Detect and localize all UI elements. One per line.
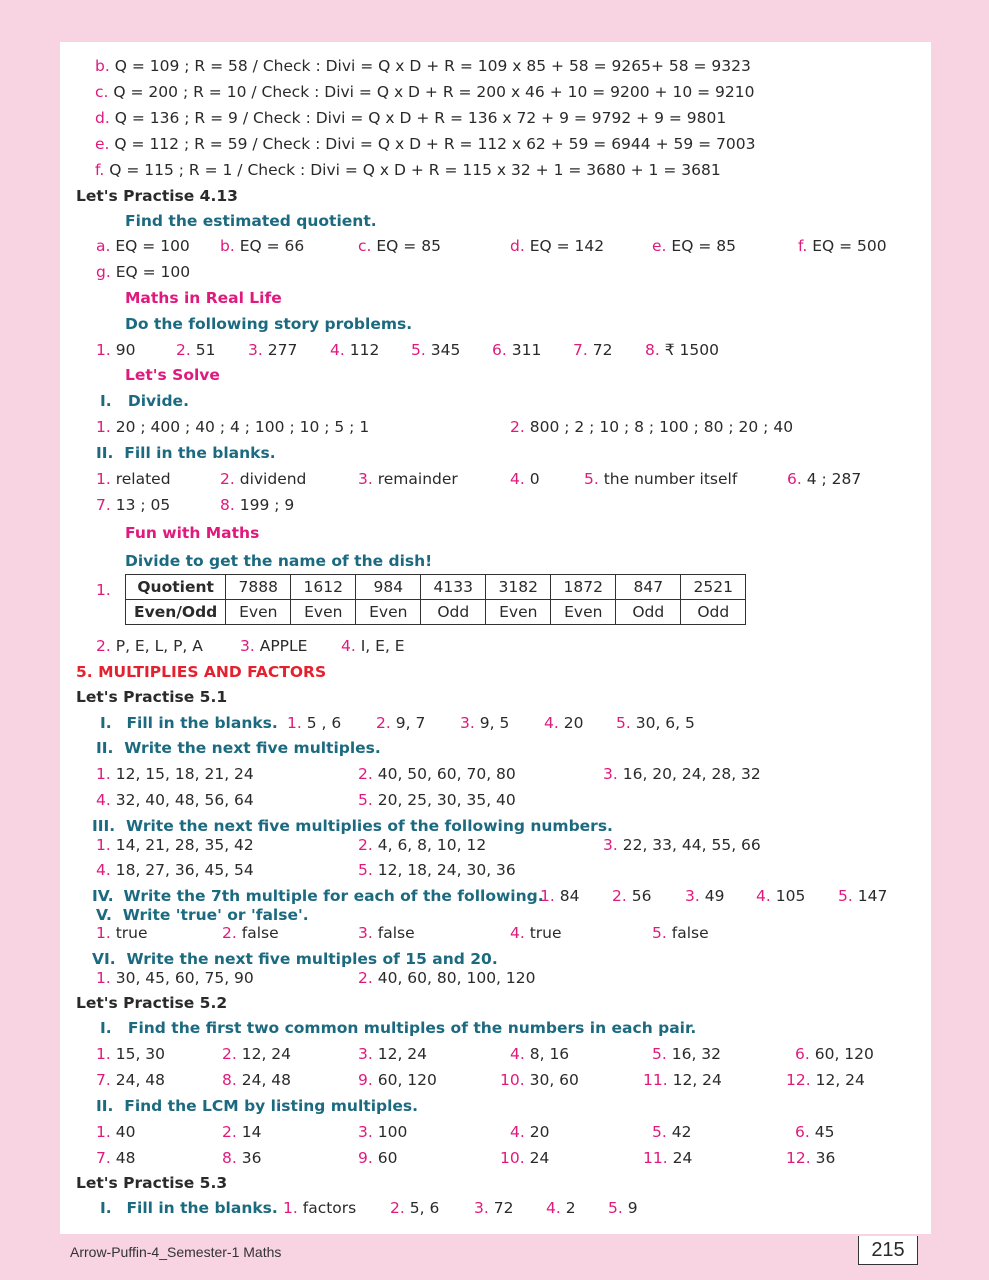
mult-5: 5. 20, 25, 30, 35, 40 — [358, 791, 516, 809]
story-4: 4. 112 — [330, 341, 380, 359]
lcm-8: 8. 36 — [222, 1149, 262, 1167]
answer-b: b. Q = 109 ; R = 58 / Check : Divi = Q x D + R = 109 x 85 + 58 = 9265+ 58 = 9323 — [95, 57, 751, 75]
cm-2: 2. 12, 24 — [222, 1045, 292, 1063]
instruction-story-problems: Do the following story problems. — [125, 315, 413, 333]
cm-4: 4. 8, 16 — [510, 1045, 570, 1063]
tf-5: 5. false — [652, 924, 709, 942]
cm-11: 11. 12, 24 — [643, 1071, 722, 1089]
story-5: 5. 345 — [411, 341, 461, 359]
section-5-3-i: I. Fill in the blanks. — [100, 1199, 278, 1217]
blank-4: 4. 0 — [510, 470, 540, 488]
heading-lets-solve: Let's Solve — [125, 366, 220, 384]
table-cell: Odd — [681, 600, 746, 625]
factor-4: 4. 2 — [546, 1199, 576, 1217]
instruction-estimated-quotient: Find the estimated quotient. — [125, 212, 377, 230]
fun-2: 2. P, E, L, P, A — [96, 637, 203, 655]
table-cell: 2521 — [681, 575, 746, 600]
cm-12: 12. 12, 24 — [786, 1071, 865, 1089]
table-number: 1. — [96, 581, 111, 599]
table-row-head: Even/Odd — [126, 600, 226, 625]
divide-2: 2. 800 ; 2 ; 10 ; 8 ; 100 ; 80 ; 20 ; 40 — [510, 418, 794, 436]
section-5-1-vi: VI. Write the next five multiples of 15 and 20. — [92, 950, 498, 968]
fill-3: 3. 9, 5 — [460, 714, 510, 732]
vi-1: 1. 30, 45, 60, 75, 90 — [96, 969, 254, 987]
section-divide: I. Divide. — [100, 392, 189, 410]
blank-5: 5. the number itself — [584, 470, 738, 488]
factor-5: 5. 9 — [608, 1199, 638, 1217]
story-7: 7. 72 — [573, 341, 613, 359]
table-cell: Odd — [421, 600, 486, 625]
table-row — [126, 575, 746, 600]
mult-iii-1: 1. 14, 21, 28, 35, 42 — [96, 836, 254, 854]
story-2: 2. 51 — [176, 341, 216, 359]
fun-3: 3. APPLE — [240, 637, 308, 655]
lcm-10: 10. 24 — [500, 1149, 550, 1167]
seventh-5: 5. 147 — [838, 887, 888, 905]
table-cell: 984 — [356, 575, 421, 600]
section-5-1-i: I. Fill in the blanks. — [100, 714, 278, 732]
section-5-1-v: V. Write 'true' or 'false'. — [96, 906, 309, 924]
blank-6: 6. 4 ; 287 — [787, 470, 862, 488]
cm-8: 8. 24, 48 — [222, 1071, 292, 1089]
lcm-3: 3. 100 — [358, 1123, 408, 1141]
section-fill-blanks: II. Fill in the blanks. — [96, 444, 276, 462]
cm-5: 5. 16, 32 — [652, 1045, 722, 1063]
section-5-1-iv: IV. Write the 7th multiple for each of the following. — [92, 887, 544, 905]
eq-e: e. EQ = 85 — [652, 237, 736, 255]
heading-lp-5-1: Let's Practise 5.1 — [76, 688, 228, 706]
blank-8: 8. 199 ; 9 — [220, 496, 295, 514]
instruction-dish-name: Divide to get the name of the dish! — [125, 552, 433, 570]
quotient-table — [125, 574, 746, 625]
mult-iii-2: 2. 4, 6, 8, 10, 12 — [358, 836, 487, 854]
table-cell: Even — [226, 600, 291, 625]
table-row-head: Quotient — [126, 575, 226, 600]
heading-lp-5-2: Let's Practise 5.2 — [76, 994, 228, 1012]
heading-lp-5-3: Let's Practise 5.3 — [76, 1174, 228, 1192]
cm-7: 7. 24, 48 — [96, 1071, 166, 1089]
story-6: 6. 311 — [492, 341, 542, 359]
eq-d: d. EQ = 142 — [510, 237, 605, 255]
mult-4: 4. 32, 40, 48, 56, 64 — [96, 791, 254, 809]
seventh-2: 2. 56 — [612, 887, 652, 905]
cm-6: 6. 60, 120 — [795, 1045, 874, 1063]
eq-c: c. EQ = 85 — [358, 237, 441, 255]
factor-2: 2. 5, 6 — [390, 1199, 440, 1217]
table-cell: Even — [551, 600, 616, 625]
section-5-2-i: I. Find the first two common multiples of the numbers in each pair. — [100, 1019, 697, 1037]
story-3: 3. 277 — [248, 341, 298, 359]
tf-3: 3. false — [358, 924, 415, 942]
heading-real-life: Maths in Real Life — [125, 289, 282, 307]
story-8: 8. ₹ 1500 — [645, 341, 719, 359]
eq-b: b. EQ = 66 — [220, 237, 305, 255]
lcm-2: 2. 14 — [222, 1123, 262, 1141]
table-cell: 1872 — [551, 575, 616, 600]
tf-4: 4. true — [510, 924, 562, 942]
cm-1: 1. 15, 30 — [96, 1045, 166, 1063]
mult-3: 3. 16, 20, 24, 28, 32 — [603, 765, 761, 783]
tf-2: 2. false — [222, 924, 279, 942]
lcm-1: 1. 40 — [96, 1123, 136, 1141]
lcm-12: 12. 36 — [786, 1149, 836, 1167]
cm-3: 3. 12, 24 — [358, 1045, 428, 1063]
tf-1: 1. true — [96, 924, 148, 942]
chapter-title: 5. MULTIPLIES AND FACTORS — [76, 663, 327, 681]
cm-10: 10. 30, 60 — [500, 1071, 579, 1089]
fun-4: 4. I, E, E — [341, 637, 405, 655]
table-cell: Odd — [616, 600, 681, 625]
table-cell: 1612 — [291, 575, 356, 600]
blank-3: 3. remainder — [358, 470, 458, 488]
fill-1: 1. 5 , 6 — [287, 714, 342, 732]
section-5-1-ii: II. Write the next five multiples. — [96, 739, 381, 757]
lcm-5: 5. 42 — [652, 1123, 692, 1141]
answer-d: d. Q = 136 ; R = 9 / Check : Divi = Q x D + R = 136 x 72 + 9 = 9792 + 9 = 9801 — [95, 109, 727, 127]
vi-2: 2. 40, 60, 80, 100, 120 — [358, 969, 536, 987]
mult-2: 2. 40, 50, 60, 70, 80 — [358, 765, 516, 783]
table-cell: Even — [356, 600, 421, 625]
eq-f: f. EQ = 500 — [798, 237, 887, 255]
mult-iii-5: 5. 12, 18, 24, 30, 36 — [358, 861, 516, 879]
lcm-6: 6. 45 — [795, 1123, 835, 1141]
mult-1: 1. 12, 15, 18, 21, 24 — [96, 765, 254, 783]
answer-f: f. Q = 115 ; R = 1 / Check : Divi = Q x D + R = 115 x 32 + 1 = 3680 + 1 = 3681 — [95, 161, 721, 179]
footer-book-title: Arrow-Puffin-4_Semester-1 Maths — [70, 1244, 282, 1260]
blank-1: 1. related — [96, 470, 171, 488]
lcm-7: 7. 48 — [96, 1149, 136, 1167]
seventh-4: 4. 105 — [756, 887, 806, 905]
fill-5: 5. 30, 6, 5 — [616, 714, 695, 732]
table-cell: 847 — [616, 575, 681, 600]
mult-iii-3: 3. 22, 33, 44, 55, 66 — [603, 836, 761, 854]
cm-9: 9. 60, 120 — [358, 1071, 437, 1089]
lcm-9: 9. 60 — [358, 1149, 398, 1167]
blank-7: 7. 13 ; 05 — [96, 496, 171, 514]
heading-fun-with-maths: Fun with Maths — [125, 524, 260, 542]
answer-e: e. Q = 112 ; R = 59 / Check : Divi = Q x D + R = 112 x 62 + 59 = 6944 + 59 = 7003 — [95, 135, 756, 153]
fill-2: 2. 9, 7 — [376, 714, 426, 732]
fill-4: 4. 20 — [544, 714, 584, 732]
seventh-1: 1. 84 — [540, 887, 580, 905]
seventh-3: 3. 49 — [685, 887, 725, 905]
eq-g: g. EQ = 100 — [96, 263, 191, 281]
table-cell: 4133 — [421, 575, 486, 600]
factor-1: 1. factors — [283, 1199, 357, 1217]
factor-3: 3. 72 — [474, 1199, 514, 1217]
divide-1: 1. 20 ; 400 ; 40 ; 4 ; 100 ; 10 ; 5 ; 1 — [96, 418, 370, 436]
lcm-11: 11. 24 — [643, 1149, 693, 1167]
table-cell: 3182 — [486, 575, 551, 600]
heading-lp-4-13: Let's Practise 4.13 — [76, 187, 238, 205]
table-cell: Even — [486, 600, 551, 625]
lcm-4: 4. 20 — [510, 1123, 550, 1141]
table-cell: Even — [291, 600, 356, 625]
section-5-2-ii: II. Find the LCM by listing multiples. — [96, 1097, 419, 1115]
blank-2: 2. dividend — [220, 470, 307, 488]
section-5-1-iii: III. Write the next five multiplies of the following numbers. — [92, 817, 613, 835]
answer-c: c. Q = 200 ; R = 10 / Check : Divi = Q x D + R = 200 x 46 + 10 = 9200 + 10 = 9210 — [95, 83, 755, 101]
story-1: 1. 90 — [96, 341, 136, 359]
eq-a: a. EQ = 100 — [96, 237, 190, 255]
mult-iii-4: 4. 18, 27, 36, 45, 54 — [96, 861, 254, 879]
table-cell: 7888 — [226, 575, 291, 600]
page-number: 215 — [858, 1236, 918, 1265]
table-row — [126, 600, 746, 625]
